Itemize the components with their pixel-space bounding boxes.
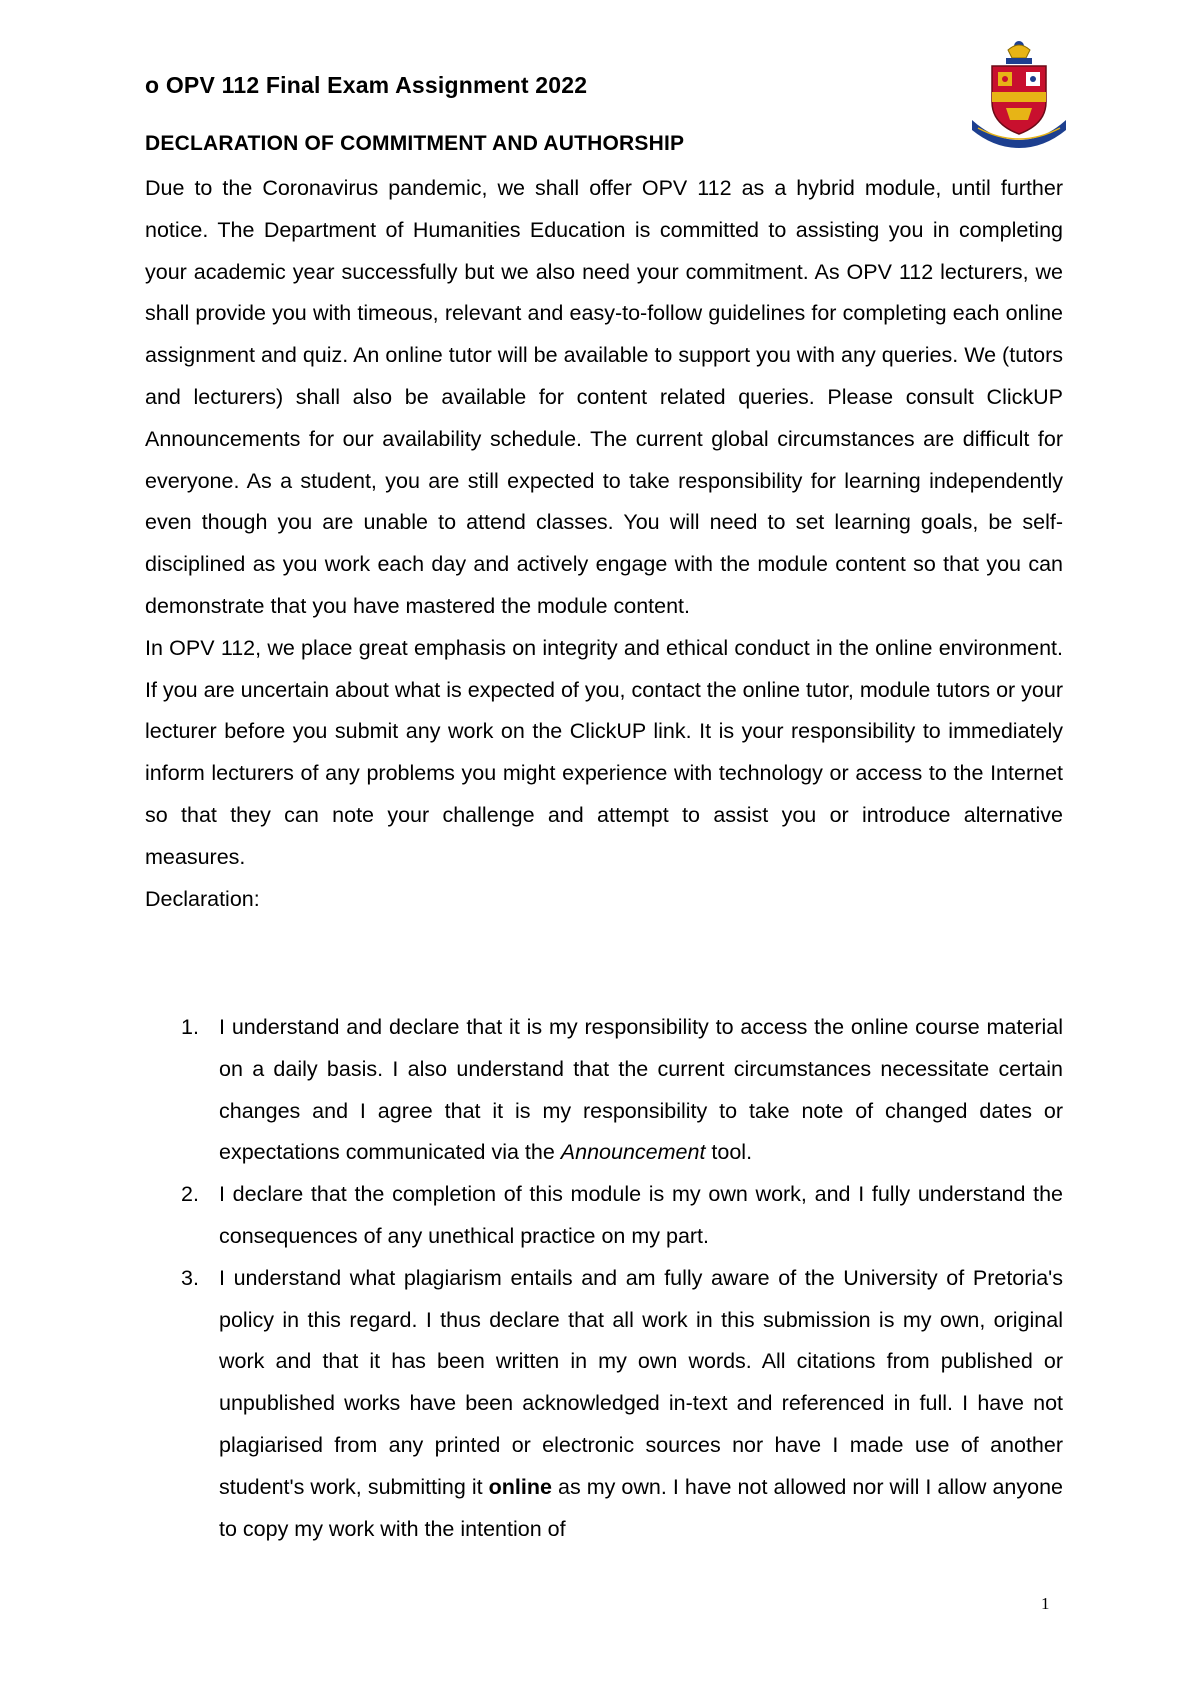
item-strong: online xyxy=(488,1474,552,1499)
item-text-end: tool. xyxy=(705,1140,753,1165)
crest-ornament xyxy=(1006,41,1032,64)
page-number: 1 xyxy=(1041,1594,1050,1613)
university-crest-icon xyxy=(968,36,1070,148)
declaration-item-2 xyxy=(145,1174,1063,1258)
document-title: o OPV 112 Final Exam Assignment 2022 xyxy=(145,72,588,98)
item-number: 3. xyxy=(181,1265,199,1290)
declaration-heading: DECLARATION OF COMMITMENT AND AUTHORSHIP xyxy=(145,132,685,155)
item-number: 1. xyxy=(181,1015,199,1039)
declaration-list xyxy=(145,1007,1063,1550)
item-text: I understand and declare that it is my responsibility to access the online course material on a daily basis. I also understand that the current circumstances necessitate certain changes and I agree that it is my responsibility to take note of changed dates or expectations communicated via the xyxy=(219,1015,1063,1165)
item-text: I declare that the completion of this module is my own work, and I fully understand the consequences of any unethical practice on my part. xyxy=(219,1182,1063,1248)
item-number: 2. xyxy=(181,1182,199,1207)
crest-shield xyxy=(992,66,1046,134)
intro-paragraph: Due to the Coronavirus pandemic, we shall offer OPV 112 as a hybrid module, until further notice. The Department of Humanities Education is committed to assisting you in completing your academic year successfully but we also need your commitment. As OPV 112 lecturers, we shall provide you with timeous, relevant and easy-to-follow guidelines for completing each online assignment and quiz. An online tutor will be available to support you with any queries. We (tutors and lecturers) shall also be available for content related queries. Please consult ClickUP Announcements for our availability schedule. The current global circumstances are difficult for everyone. As a student, you are still expected to take responsibility for learning independently even though you are unable to attend classes. You will need to set learning goals, be self-disciplined as you work each day and actively engage with the module content so that you can demonstrate that you have mastered the module content. xyxy=(145,176,1063,618)
intro-body xyxy=(145,168,1063,920)
item-text: I understand what plagiarism entails and am fully aware of the University of Pretoria's policy in this regard. I thus declare that all work in this submission is my own, original work and that it has been written in my own words. All citations from published or unpublished works have been acknowledged in-text and referenced in full. I have not plagiarised from any printed or electronic sources nor have I made use of another student's work, submitting it xyxy=(219,1265,1063,1499)
declaration-item-3 xyxy=(145,1258,1063,1551)
declaration-label: Declaration: xyxy=(145,886,260,911)
integrity-paragraph: In OPV 112, we place great emphasis on integrity and ethical conduct in the online environment. If you are uncertain about what is expected of you, contact the online tutor, module tutors or your lecturer before you submit any work on the ClickUP link. It is your responsibility to immediately inform lecturers of any problems you might experience with technology or access to the Internet so that they can note your challenge and attempt to assist you or introduce alternative measures. xyxy=(145,635,1063,869)
declaration-item-1 xyxy=(145,1007,1063,1174)
item-emphasis: Announcement xyxy=(560,1140,706,1165)
item-text-end: as my own. I have not allowed nor will I allow anyone to copy my work with the intention of xyxy=(219,1474,1063,1541)
